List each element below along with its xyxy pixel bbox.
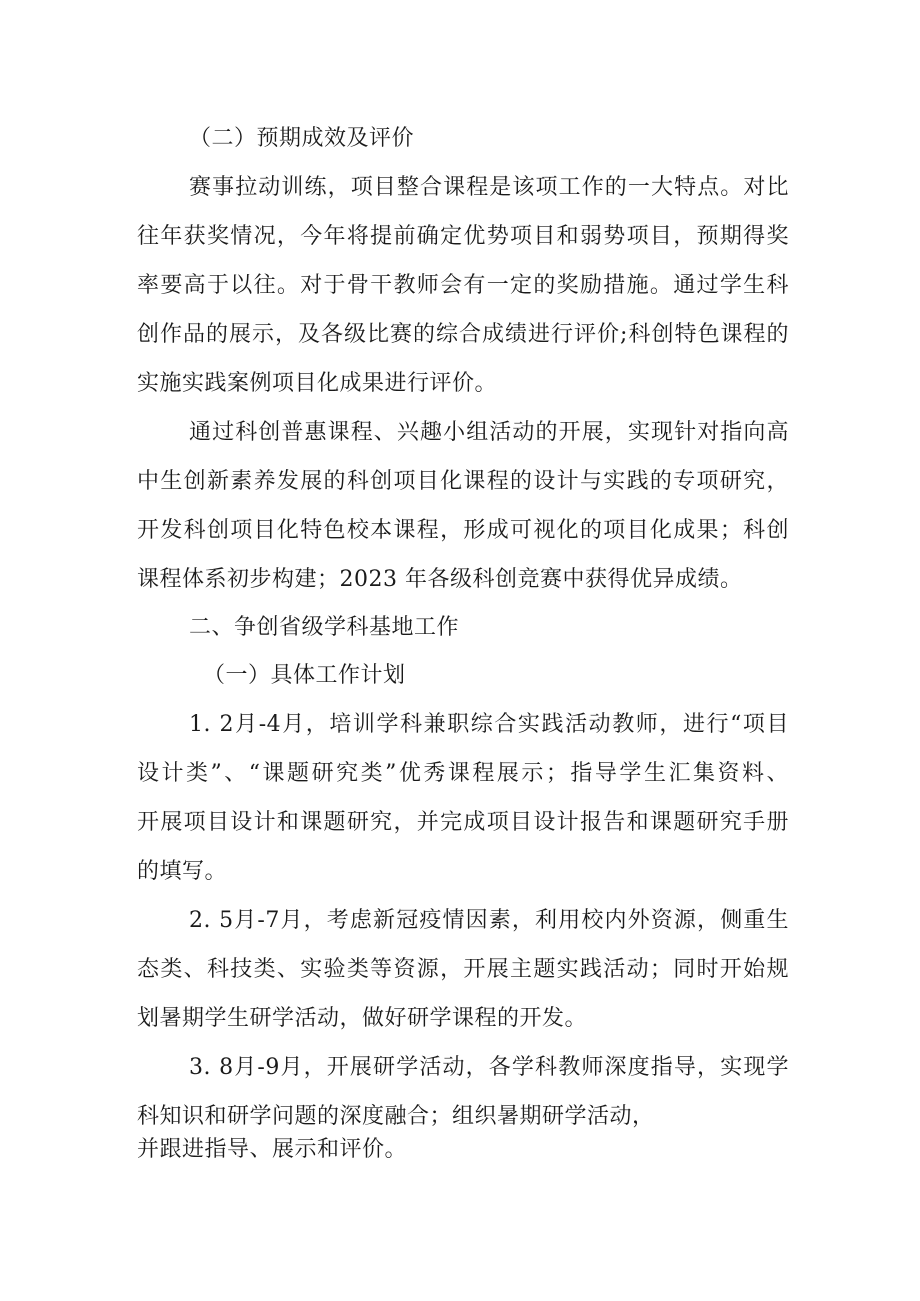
- paragraph-line: 开发科创项目化特色校本课程，形成可视化的项目化成果；科创: [137, 518, 789, 543]
- list-item-line: 设计类”、“课题研究类”优秀课程展示；指导学生汇集资料、: [137, 761, 789, 786]
- paragraph-line: 课程体系初步构建；2023 年各级科创竞赛中获得优异成绩。: [137, 567, 743, 592]
- list-item-line: 开展项目设计和课题研究，并完成项目设计报告和课题研究手册: [137, 810, 789, 835]
- section-heading-expected-results: （二）预期成效及评价: [189, 126, 415, 151]
- list-item-line: 的填写。: [137, 859, 228, 884]
- list-item-line: 划暑期学生研学活动，做好研学课程的开发。: [137, 1006, 588, 1031]
- paragraph-line: 创作品的展示，及各级比赛的综合成绩进行评价;科创特色课程的: [137, 322, 789, 347]
- list-item-line: 科知识和研学问题的深度融合；组织暑期研学活动，: [137, 1104, 655, 1129]
- paragraph-line: 往年获奖情况，今年将提前确定优势项目和弱势项目，预期得奖: [137, 224, 789, 249]
- chapter-heading: 二、争创省级学科基地工作: [189, 615, 460, 640]
- paragraph-line: 实施实践案例项目化成果进行评价。: [137, 371, 498, 396]
- list-item-line: 2. 5月-7月，考虑新冠疫情因素，利用校内外资源，侧重生: [189, 908, 789, 933]
- list-item-line: 3. 8月-9月，开展研学活动，各学科教师深度指导，实现学: [189, 1055, 789, 1080]
- paragraph-line: 通过科创普惠课程、兴趣小组活动的开展，实现针对指向高: [189, 420, 789, 445]
- list-item-line: 并跟进指导、展示和评价。: [137, 1137, 408, 1162]
- section-heading-work-plan: （一）具体工作计划: [203, 663, 406, 688]
- paragraph-line: 赛事拉动训练，项目整合课程是该项工作的一大特点。对比: [189, 175, 789, 200]
- paragraph-line: 率要高于以往。对于骨干教师会有一定的奖励措施。通过学生科: [137, 273, 789, 298]
- paragraph-line: 中生创新素养发展的科创项目化课程的设计与实践的专项研究，: [137, 469, 789, 494]
- list-item-line: 态类、科技类、实验类等资源，开展主题实践活动；同时开始规: [137, 957, 789, 982]
- list-item-line: 1. 2月-4月，培训学科兼职综合实践活动教师，进行“项目: [189, 712, 789, 737]
